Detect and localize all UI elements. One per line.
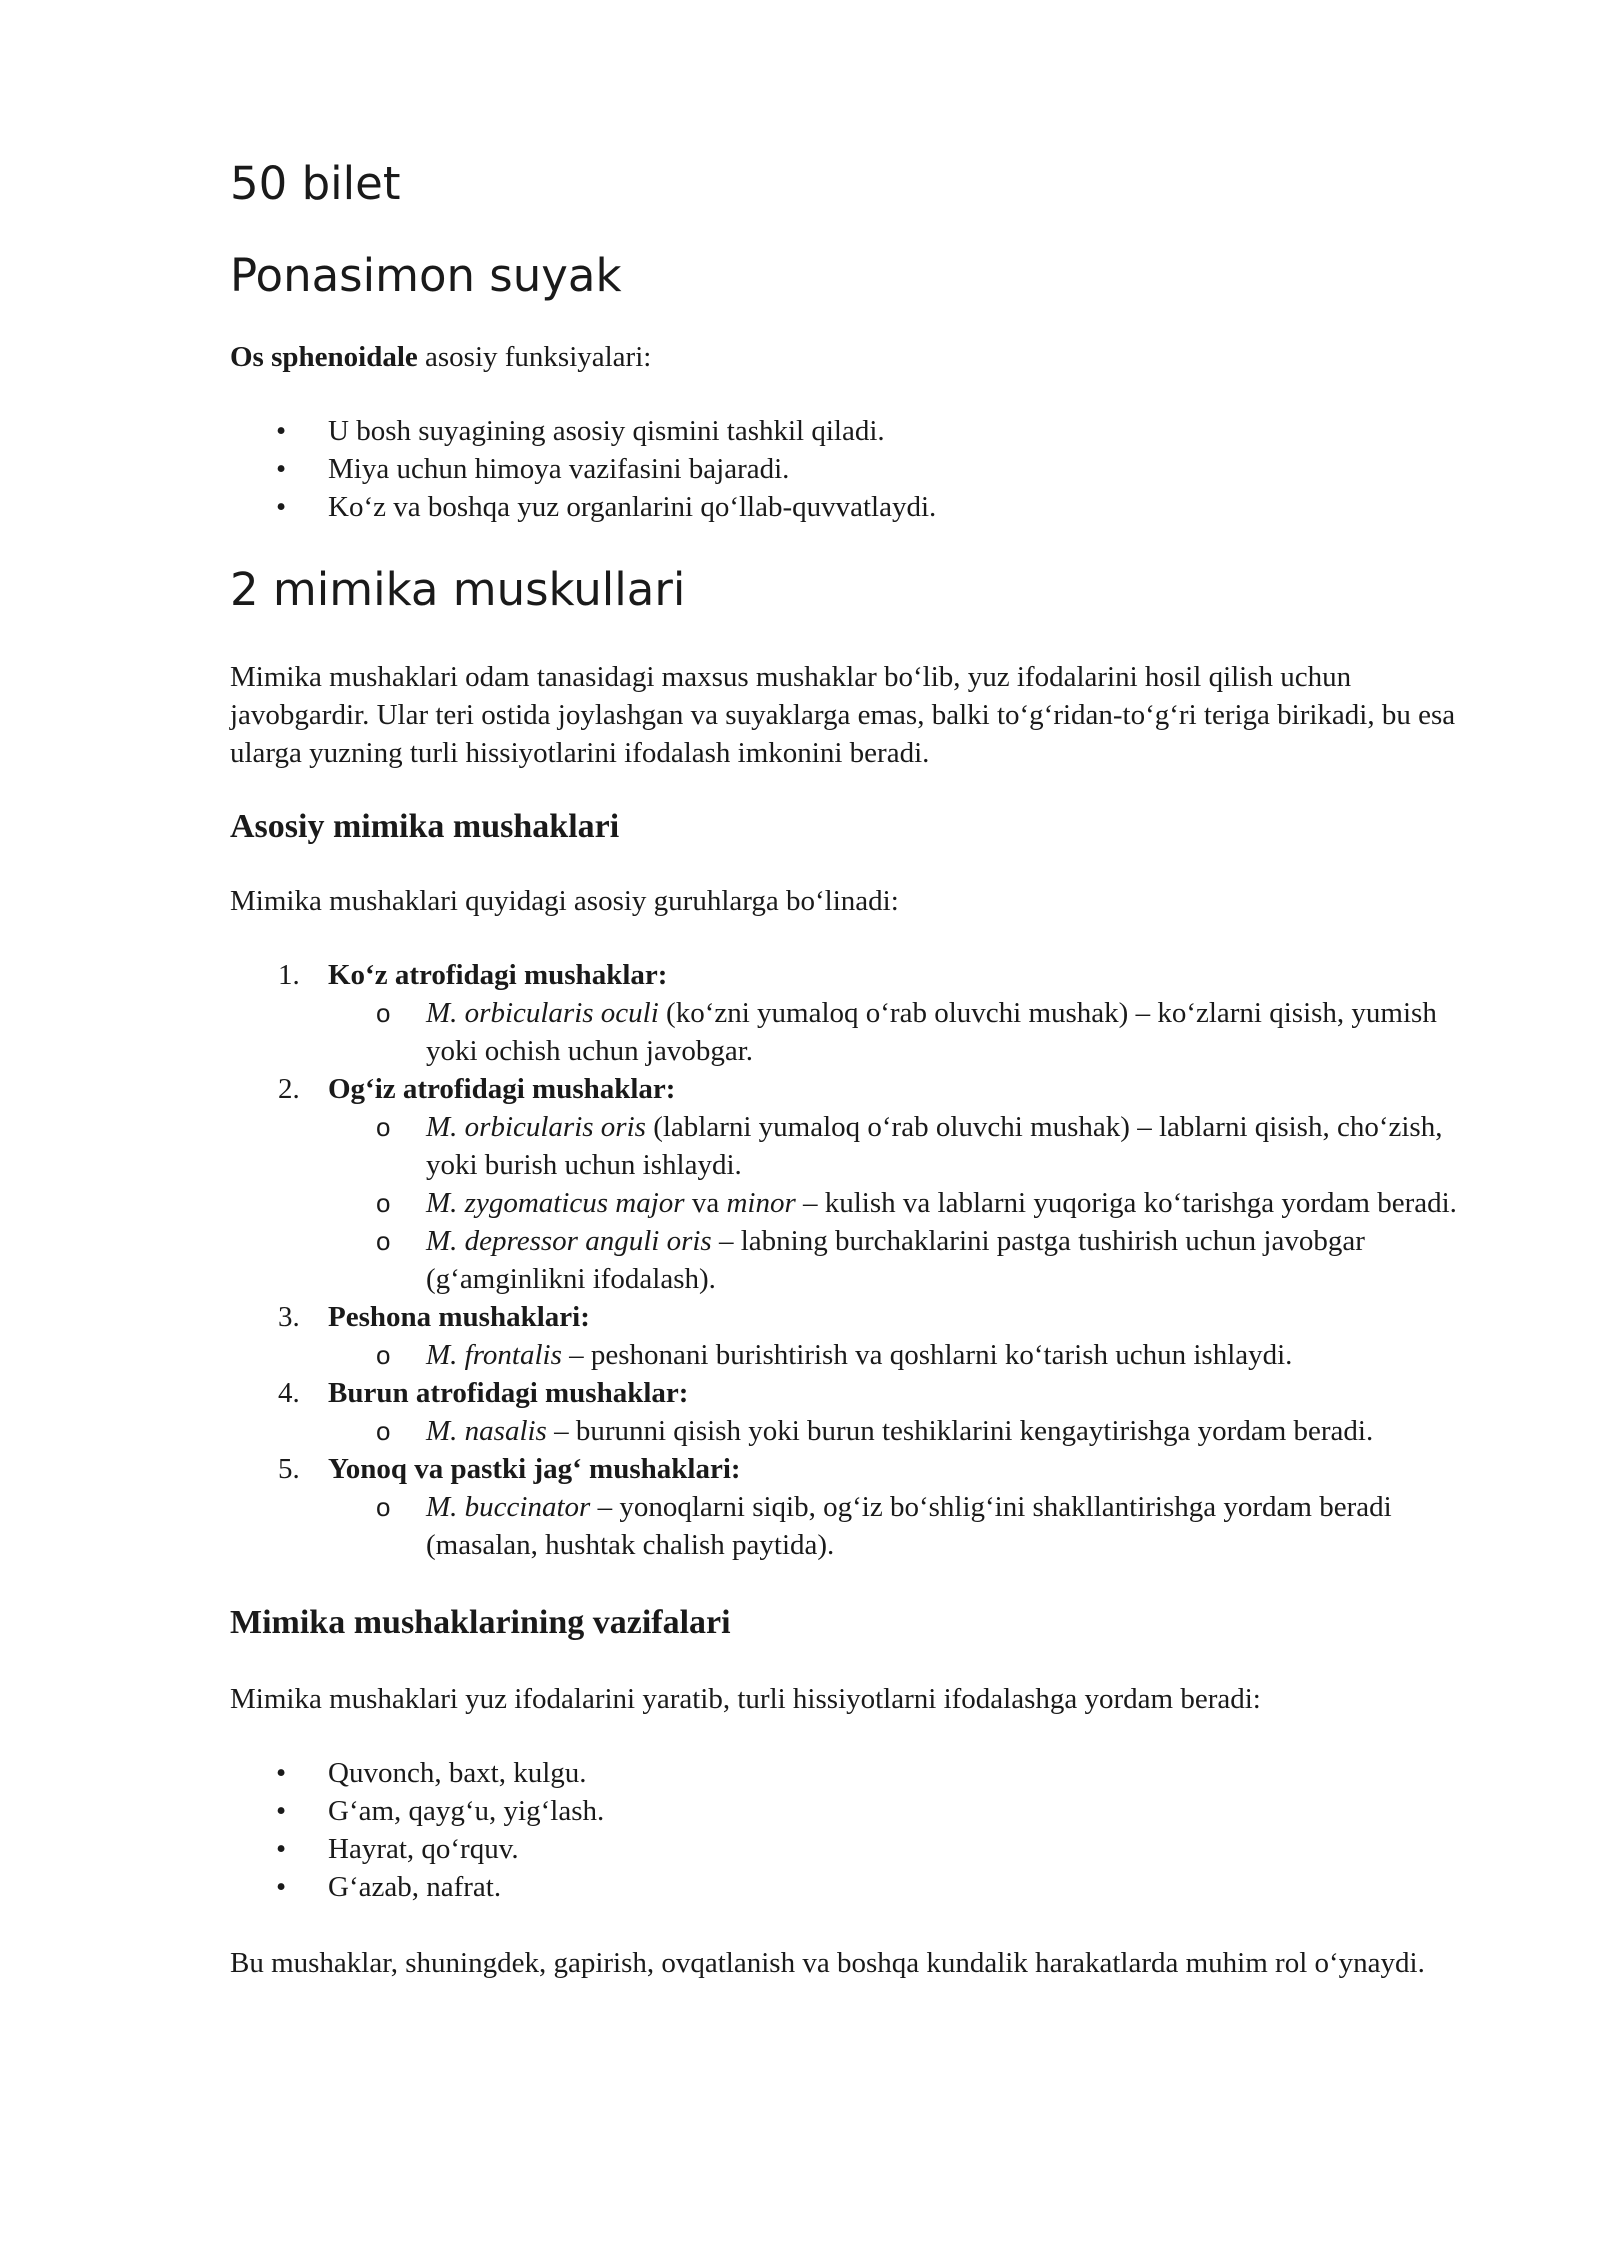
sub-bullet-marker: o xyxy=(376,1226,391,1256)
list-item: • Hayrat, qo‘rquv. xyxy=(230,1830,1490,1868)
muscle-sublist xyxy=(230,1336,1490,1374)
sphenoid-term: Os sphenoidale xyxy=(230,341,418,373)
list-number: 1. xyxy=(278,959,300,991)
muscle-group xyxy=(230,1374,1490,1450)
functions-intro: Mimika mushaklari yuz ifodalarini yaratib, turli hissiyotlarni ifodalashga yordam beradi: xyxy=(230,1683,1261,1715)
muscle-group xyxy=(230,956,1490,1070)
sub-bullet-marker: o xyxy=(376,1340,391,1370)
heading-mimika-vazifalari: Mimika mushaklarining vazifalari xyxy=(230,1604,731,1641)
groups-intro: Mimika mushaklari quyidagi asosiy guruhlarga bo‘linadi: xyxy=(230,885,899,917)
muscle-description: (lablarni yumaloq o‘rab oluvchi mushak) – lablarni qisish, cho‘zish, yoki burish uchun ishlaydi. xyxy=(426,1111,1443,1181)
closing-paragraph: Bu mushaklar, shuningdek, gapirish, ovqatlanish va boshqa kundalik harakatlarda muhim rol o‘ynaydi. xyxy=(230,1947,1425,1979)
sphenoid-intro xyxy=(230,338,1490,376)
muscle-group-title: Yonoq va pastki jag‘ mushaklari: xyxy=(328,1453,741,1485)
emotions-list xyxy=(230,1754,1490,1906)
muscle-sublist xyxy=(230,1108,1490,1298)
muscle-sublist xyxy=(230,994,1490,1070)
muscle-description: – labning burchaklarini pastga tushirish uchun javobgar (g‘amginlikni ifodalash). xyxy=(426,1225,1365,1295)
muscle-group-title: Peshona mushaklari: xyxy=(328,1301,590,1333)
muscle-groups-list xyxy=(230,956,1490,1564)
muscle-item xyxy=(230,1108,1490,1184)
sub-bullet-marker: o xyxy=(376,1112,391,1142)
sub-bullet-marker: o xyxy=(376,1188,391,1218)
muscle-group xyxy=(230,1298,1490,1374)
muscle-description: – yonoqlarni siqib, og‘iz bo‘shlig‘ini shakllantirishga yordam beradi (masalan, hushtak chalish paytida). xyxy=(426,1491,1392,1561)
muscle-latin-name: M. depressor anguli oris xyxy=(426,1225,712,1257)
muscle-group-title: Og‘iz atrofidagi mushaklar: xyxy=(328,1073,676,1105)
muscle-group xyxy=(230,1070,1490,1298)
muscle-sublist xyxy=(230,1488,1490,1564)
muscle-latin-name: M. orbicularis oris xyxy=(426,1111,646,1143)
heading-asosiy-mimika: Asosiy mimika mushaklari xyxy=(230,808,620,845)
muscle-group-title: Ko‘z atrofidagi mushaklar: xyxy=(328,959,668,991)
muscle-sublist xyxy=(230,1412,1490,1450)
muscle-latin-name: M. frontalis xyxy=(426,1339,562,1371)
list-item: • U bosh suyagining asosiy qismini tashkil qiladi. xyxy=(230,412,1490,450)
sphenoid-intro-rest: asosiy funksiyalari: xyxy=(417,341,652,373)
list-number: 3. xyxy=(278,1301,300,1333)
muscle-connector: va xyxy=(684,1187,727,1219)
sub-bullet-marker: o xyxy=(376,1416,391,1446)
list-item: • Miya uchun himoya vazifasini bajaradi. xyxy=(230,450,1490,488)
mimika-intro-paragraph: Mimika mushaklari odam tanasidagi maxsus mushaklar bo‘lib, yuz ifodalarini hosil qilish uchun javobgardir. Ular teri ostida joylashgan va suyaklarga emas, balki to‘g‘ridan-to‘g‘ri teriga birikadi, bu esa ularga yuzning turli hissiyotlarini ifodalash imkonini beradi. xyxy=(230,661,1456,769)
list-item: • G‘azab, nafrat. xyxy=(230,1868,1490,1906)
muscle-latin-name: M. orbicularis oculi xyxy=(426,997,659,1029)
muscle-item xyxy=(230,994,1490,1070)
muscle-item xyxy=(230,1336,1490,1374)
muscle-description: – burunni qisish yoki burun teshiklarini kengaytirishga yordam beradi. xyxy=(546,1415,1374,1447)
list-item: • G‘am, qayg‘u, yig‘lash. xyxy=(230,1792,1490,1830)
muscle-description: – kulish va lablarni yuqoriga ko‘tarishga yordam beradi. xyxy=(795,1187,1457,1219)
list-item: • Quvonch, baxt, kulgu. xyxy=(230,1754,1490,1792)
heading-ponasimon-suyak: Ponasimon suyak xyxy=(230,249,622,302)
list-number: 2. xyxy=(278,1073,300,1105)
muscle-group-title: Burun atrofidagi mushaklar: xyxy=(328,1377,689,1409)
muscle-latin-name-2: minor xyxy=(726,1187,796,1219)
list-item: • Ko‘z va boshqa yuz organlarini qo‘llab-quvvatlaydi. xyxy=(230,488,1490,526)
muscle-item xyxy=(230,1222,1490,1298)
muscle-item xyxy=(230,1412,1490,1450)
muscle-item xyxy=(230,1488,1490,1564)
list-number: 4. xyxy=(278,1377,300,1409)
muscle-item xyxy=(230,1184,1490,1222)
muscle-description: (ko‘zni yumaloq o‘rab oluvchi mushak) – ko‘zlarni qisish, yumish yoki ochish uchun javobgar. xyxy=(426,997,1437,1067)
muscle-latin-name: M. buccinator xyxy=(426,1491,591,1523)
sphenoid-functions-list xyxy=(230,412,1490,526)
sub-bullet-marker: o xyxy=(376,1492,391,1522)
document-title: 50 bilet xyxy=(230,157,401,210)
sub-bullet-marker: o xyxy=(376,998,391,1028)
muscle-latin-name: M. nasalis xyxy=(426,1415,547,1447)
heading-mimika-muskullari: 2 mimika muskullari xyxy=(230,563,686,616)
document-content xyxy=(230,150,1490,1982)
muscle-description: – peshonani burishtirish va qoshlarni ko‘tarish uchun ishlaydi. xyxy=(561,1339,1293,1371)
muscle-group xyxy=(230,1450,1490,1564)
muscle-latin-name: M. zygomaticus major xyxy=(426,1187,685,1219)
list-number: 5. xyxy=(278,1453,300,1485)
